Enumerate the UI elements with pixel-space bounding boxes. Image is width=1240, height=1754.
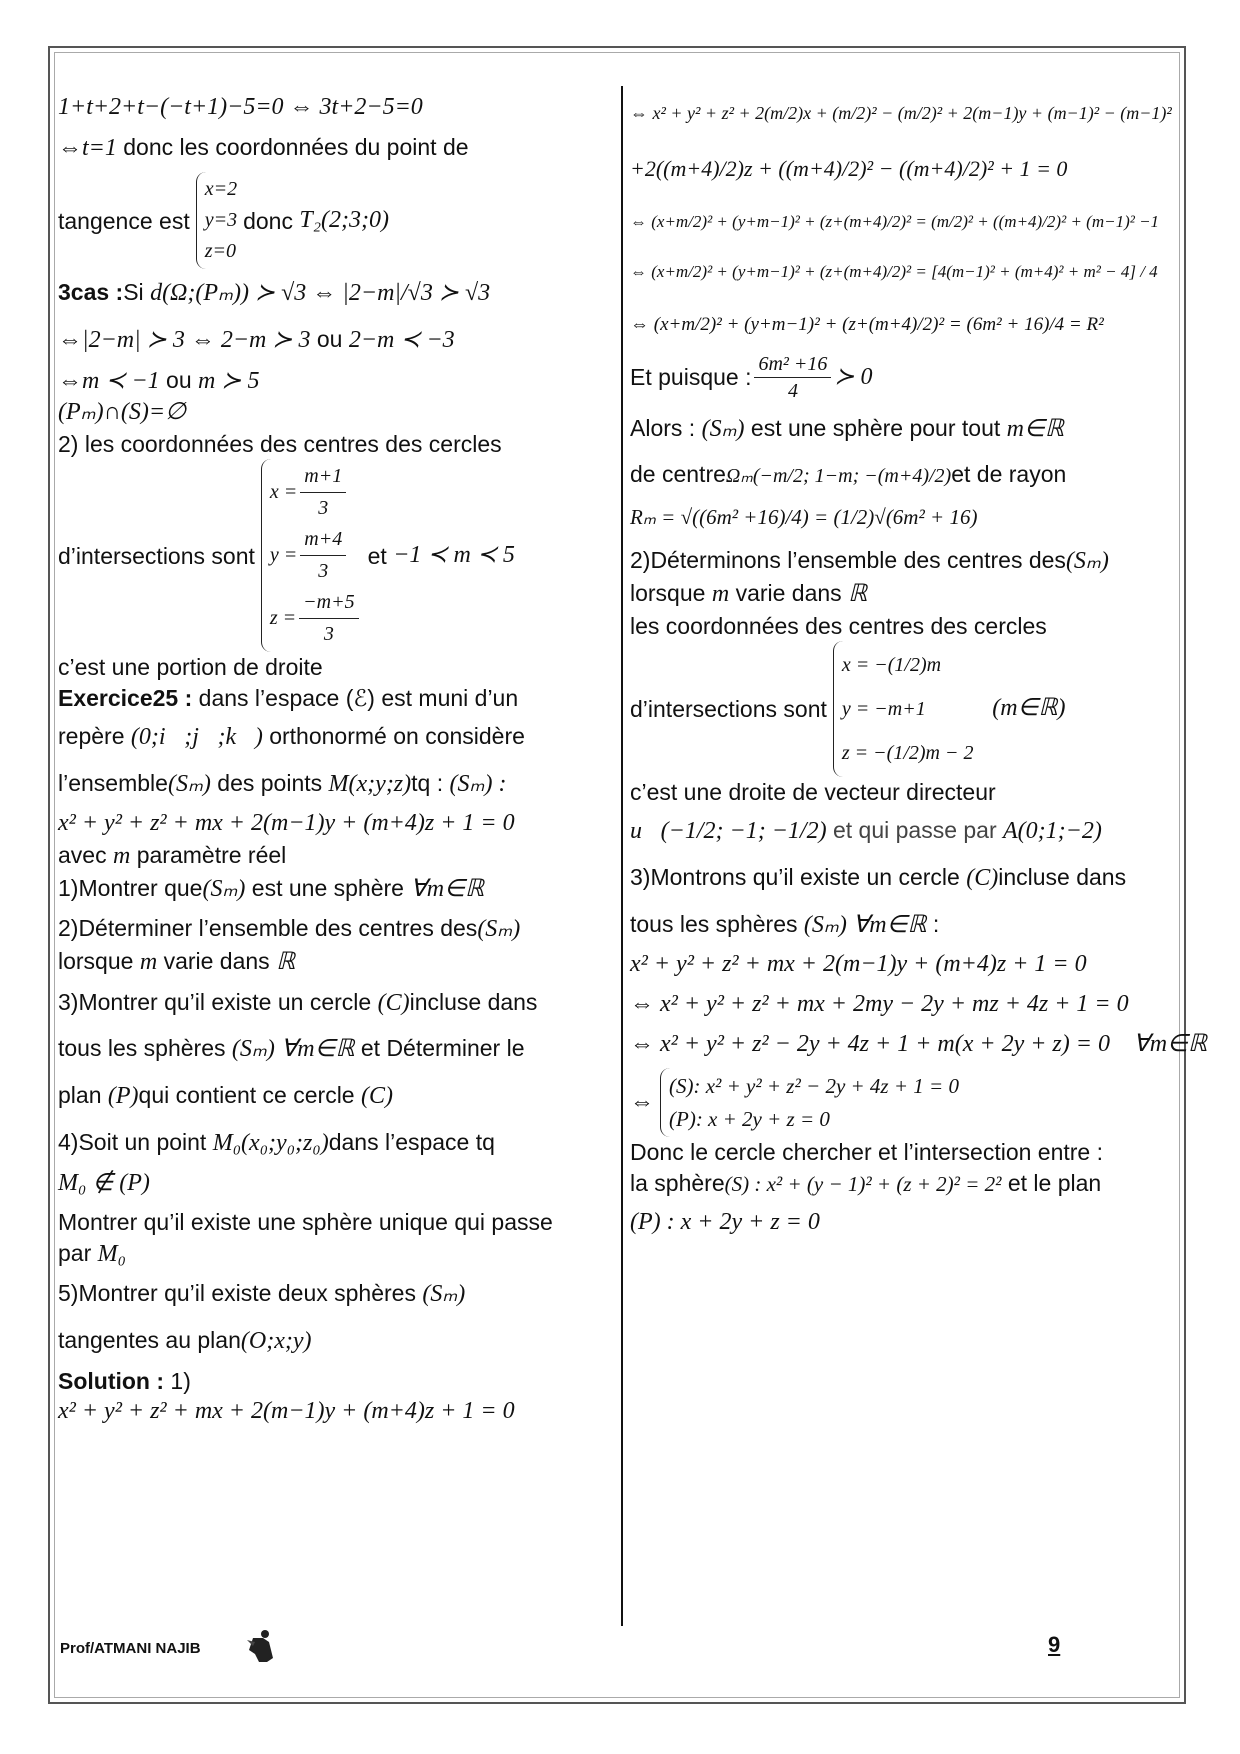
- math: m: [139, 949, 158, 976]
- text-line: [58, 365, 614, 398]
- left-column: [58, 90, 614, 1428]
- equation-line: ⇔ x² + y² + z² + 2(m/2)x + (m/2)² − (m/2)² + 2(m−1)y + (m−1)² − (m−1)²: [630, 103, 1172, 123]
- text: qui contient ce cercle: [138, 1082, 355, 1109]
- text: 2)Déterminer l’ensemble des centres des: [58, 915, 478, 942]
- math: ℝ: [848, 580, 868, 607]
- math: (Sₘ): [202, 875, 246, 902]
- text-line: [58, 840, 614, 873]
- text: tangentes au plan: [58, 1326, 241, 1353]
- question-2: [58, 913, 614, 946]
- equation-line: x² + y² + z² + mx + 2(m−1)y + (m+4)z + 1 = 0: [630, 951, 1087, 978]
- text: varie dans: [163, 948, 270, 975]
- text: orthonormé on considère: [269, 723, 525, 750]
- text: avec: [58, 842, 107, 869]
- math: ⇔|2−m| ≻ 3 ⇔ 2−m ≻ 3: [58, 327, 311, 354]
- math: (C): [377, 989, 410, 1016]
- text: lorsque: [630, 579, 706, 606]
- numerator: m+4: [300, 524, 346, 556]
- text: 3)Montrons qu’il existe un cercle: [630, 864, 960, 891]
- denominator: 3: [318, 560, 329, 583]
- question-4: [58, 1127, 614, 1160]
- equation-line: x² + y² + z² + mx + 2(m−1)y + (m+4)z + 1 = 0: [58, 1397, 515, 1424]
- right-column: [630, 90, 1207, 1238]
- system-brace: [660, 1068, 959, 1137]
- math: A(0;1;−2): [1003, 818, 1102, 845]
- text: ou: [159, 366, 199, 393]
- text: 1)Montrer que: [58, 874, 203, 901]
- text-line: [58, 324, 614, 357]
- equation-line: (Pₘ)∩(S)=∅: [58, 399, 187, 426]
- math: d(Ω;(Pₘ)) ≻ √3 ⇔ |2−m|/√3 ≻ √3: [150, 280, 491, 307]
- centers-system-line: [630, 641, 1180, 777]
- question-1: [58, 873, 614, 906]
- math: (Sₘ) :: [449, 770, 507, 797]
- text: et: [367, 542, 387, 569]
- text: d’intersections sont: [58, 542, 255, 569]
- text-line: Montrer qu’il existe une sphère unique qui passe: [58, 1209, 553, 1236]
- math: (S) : x² + (y − 1)² + (z + 2)² = 2²: [724, 1171, 1002, 1196]
- text-line: [630, 459, 1180, 489]
- math: ⇔m ≺ −1: [58, 367, 160, 394]
- math: (P): [630, 1208, 661, 1235]
- equation-line: [630, 1207, 1180, 1239]
- text: incluse dans: [409, 988, 538, 1015]
- text-line: [630, 413, 1180, 446]
- equation-line: M₀ ∉ (P): [58, 1169, 150, 1196]
- equation-line: [630, 1068, 1180, 1137]
- math: (m∈ℝ): [992, 695, 1066, 722]
- text-line: [58, 1325, 614, 1358]
- text: tous les sphères: [630, 910, 798, 937]
- text: de centre: [630, 461, 726, 488]
- math: : x + 2y + z = 0: [660, 1208, 820, 1235]
- text-line: [630, 909, 1180, 942]
- fraction: [300, 524, 346, 587]
- math: ⇔t=1: [58, 134, 117, 161]
- equivalence-symbol: ⇔: [630, 1089, 654, 1116]
- text-line: Donc le cercle chercher et l’intersection entre :: [630, 1139, 1103, 1166]
- math: (Sₘ): [477, 916, 521, 943]
- text: 2)Déterminons l’ensemble des centres des: [630, 547, 1066, 574]
- text: l’ensemble: [58, 769, 168, 796]
- sys-row: y=3: [204, 209, 238, 232]
- equation-line: x² + y² + z² + mx + 2(m−1)y + (m+4)z + 1 = 0: [58, 810, 515, 837]
- text-line: c’est une droite de vecteur directeur: [630, 779, 996, 805]
- text-line: [58, 946, 614, 979]
- author-name: Prof/ATMANI NAJIB: [60, 1640, 201, 1657]
- math: (Sₘ) ∀m∈ℝ: [803, 911, 927, 938]
- sys-row: x=2: [204, 178, 238, 201]
- denominator: 3: [323, 623, 334, 646]
- text: plan: [58, 1082, 102, 1109]
- text: repère: [58, 723, 125, 750]
- text-line: [630, 545, 1180, 578]
- math: m: [711, 580, 730, 607]
- text-line: [630, 578, 1180, 611]
- text-line: [58, 1238, 614, 1271]
- text-line: [630, 862, 1180, 895]
- math: (0;i⃗;j⃗;k⃗): [130, 724, 263, 751]
- text-line: [58, 1033, 614, 1066]
- question-5: [58, 1278, 614, 1311]
- question-3: [58, 987, 614, 1020]
- math: u⃗(−1/2; −1; −1/2): [630, 818, 827, 845]
- equation-line: +2((m+4)/2)z + ((m+4)/2)² − ((m+4)/2)² + 1 = 0: [630, 155, 1068, 181]
- math: ∀m∈ℝ: [1133, 1030, 1207, 1057]
- text: des points: [217, 769, 323, 796]
- text: la sphère: [630, 1169, 725, 1196]
- solution-heading: [58, 1366, 614, 1396]
- text: dans l’espace tq: [328, 1128, 495, 1155]
- text: et qui passe par: [832, 817, 997, 844]
- case-label: 3cas :: [58, 279, 124, 306]
- sys-lhs: y =: [269, 544, 298, 567]
- math: 2−m ≺ −3: [348, 327, 455, 354]
- equation-line: 1+t+2+t−(−t+1)−5=0 ⇔ 3t+2−5=0: [58, 94, 423, 120]
- text: par: [58, 1239, 92, 1266]
- math: M(x;y;z): [328, 770, 412, 797]
- sys-row: z = −(1/2)m − 2: [841, 742, 974, 764]
- fraction: [754, 351, 831, 405]
- text: donc les coordonnées du point de: [116, 133, 469, 160]
- text: ou: [310, 326, 349, 353]
- author-logo-icon: [245, 1628, 277, 1664]
- text-line: 2) les coordonnées des centres des cercles: [58, 431, 502, 458]
- text: paramètre réel: [136, 842, 287, 869]
- equation-line: ⇔ x² + y² + z² + mx + 2my − 2y + mz + 4z + 1 = 0: [630, 991, 1129, 1018]
- text-line: les coordonnées des centres des cercles: [630, 612, 1047, 639]
- math: (Sₘ): [701, 415, 745, 442]
- equation-line: ⇔ (x+m/2)² + (y+m−1)² + (z+(m+4)/2)² = (m/2)² + ((m+4)/2)² + (m−1)² −1: [630, 211, 1160, 231]
- sys-row: [270, 524, 362, 587]
- math: (Sₘ): [422, 1281, 466, 1308]
- math: m ≻ 5: [198, 367, 260, 394]
- column-divider: [621, 86, 623, 1626]
- denominator: 3: [318, 497, 329, 520]
- text: 1): [164, 1367, 191, 1394]
- text-line: [630, 351, 1180, 405]
- denominator: 4: [787, 380, 798, 403]
- sys-lhs: x =: [269, 481, 298, 504]
- page-number: 9: [1048, 1632, 1061, 1657]
- math: ∀m∈ℝ: [410, 875, 485, 902]
- text: dans l’espace (ℰ) est muni d’un: [192, 684, 519, 711]
- text: incluse dans: [998, 864, 1127, 891]
- text: est une sphère pour tout: [750, 414, 1001, 441]
- math: ⇔ x² + y² + z² − 2y + 4z + 1 + m(x + 2y + z) = 0: [630, 1030, 1110, 1057]
- case3-line: [58, 277, 614, 310]
- text: lorsque: [58, 948, 134, 975]
- text: Alors :: [630, 414, 696, 441]
- text: tq :: [411, 769, 444, 796]
- text-line: [58, 132, 614, 165]
- math: (C): [361, 1083, 393, 1110]
- text: Si: [123, 279, 144, 306]
- text: et Déterminer le: [360, 1035, 525, 1062]
- exercise-label: Exercice25 :: [58, 684, 193, 711]
- tangent-point-line: [58, 172, 614, 269]
- math: m∈ℝ: [1006, 415, 1064, 442]
- math: (P): [107, 1083, 139, 1110]
- text: 4)Soit un point: [58, 1128, 207, 1155]
- numerator: m+1: [300, 461, 346, 493]
- sys-row: [270, 587, 362, 650]
- text-line: c’est une portion de droite: [58, 654, 323, 681]
- text: 5)Montrer qu’il existe deux sphères: [58, 1280, 416, 1307]
- system-brace: [833, 641, 974, 777]
- exercise-heading: [58, 683, 614, 713]
- math: M₀: [97, 1240, 126, 1267]
- text: Et puisque :: [630, 364, 752, 391]
- sys-lhs: z =: [269, 607, 297, 630]
- sys-row: [270, 461, 362, 524]
- text: :: [926, 910, 940, 937]
- fraction: [299, 587, 358, 650]
- text-line: [630, 1168, 1180, 1199]
- text: d’intersections sont: [630, 695, 827, 722]
- centers-system-line: [58, 459, 614, 652]
- sys-row: (S): x² + y² + z² − 2y + 4z + 1 = 0: [669, 1074, 959, 1099]
- text: et de rayon: [951, 461, 1067, 488]
- numerator: −m+5: [299, 587, 358, 619]
- equation-line: ⇔ (x+m/2)² + (y+m−1)² + (z+(m+4)/2)² = (6m² + 16)/4 = R²: [630, 313, 1104, 335]
- fraction: [300, 461, 346, 524]
- text: tangence est: [58, 207, 190, 234]
- math: Ωₘ(−m/2; 1−m; −(m+4)/2): [725, 465, 952, 488]
- equation-line: ⇔ (x+m/2)² + (y+m−1)² + (z+(m+4)/2)² = [4(m−1)² + (m+4)² + m² − 4] / 4: [630, 262, 1158, 282]
- equation-line: Rₘ = √((6m² +16)/4) = (1/2)√(6m² + 16): [630, 504, 978, 529]
- math: (O;x;y): [240, 1327, 312, 1354]
- sys-row: y = −m+1: [841, 698, 926, 720]
- text: varie dans: [735, 579, 842, 606]
- math: M₀(x₀;y₀;z₀): [212, 1129, 329, 1156]
- text: donc: [243, 207, 293, 234]
- text: et le plan: [1007, 1169, 1102, 1196]
- text-line: [58, 721, 614, 754]
- sys-row: (P): x + 2y + z = 0: [669, 1106, 830, 1131]
- math: ℝ: [276, 949, 296, 976]
- math: −1 ≺ m ≺ 5: [393, 542, 515, 569]
- system-brace: [196, 172, 237, 269]
- math: T₂(2;3;0): [299, 207, 390, 233]
- solution-label: Solution :: [58, 1367, 165, 1394]
- math: m: [112, 843, 131, 870]
- text-line: [58, 1080, 614, 1113]
- text-line: [58, 768, 614, 801]
- sys-row: x = −(1/2)m: [841, 654, 942, 676]
- math: (Sₘ) ∀m∈ℝ: [231, 1036, 355, 1063]
- math: (Sₘ): [1065, 548, 1109, 575]
- math: (Sₘ): [167, 770, 211, 797]
- text-line: [630, 815, 1180, 848]
- sys-row: z=0: [204, 240, 236, 263]
- system-brace: [261, 459, 362, 652]
- math: (C): [966, 865, 999, 892]
- equation-line: [630, 1029, 1207, 1061]
- math: ≻ 0: [834, 363, 873, 390]
- text: tous les sphères: [58, 1035, 226, 1062]
- numerator: 6m² +16: [754, 351, 831, 378]
- text: est une sphère: [251, 874, 404, 901]
- text: 3)Montrer qu’il existe un cercle: [58, 988, 372, 1015]
